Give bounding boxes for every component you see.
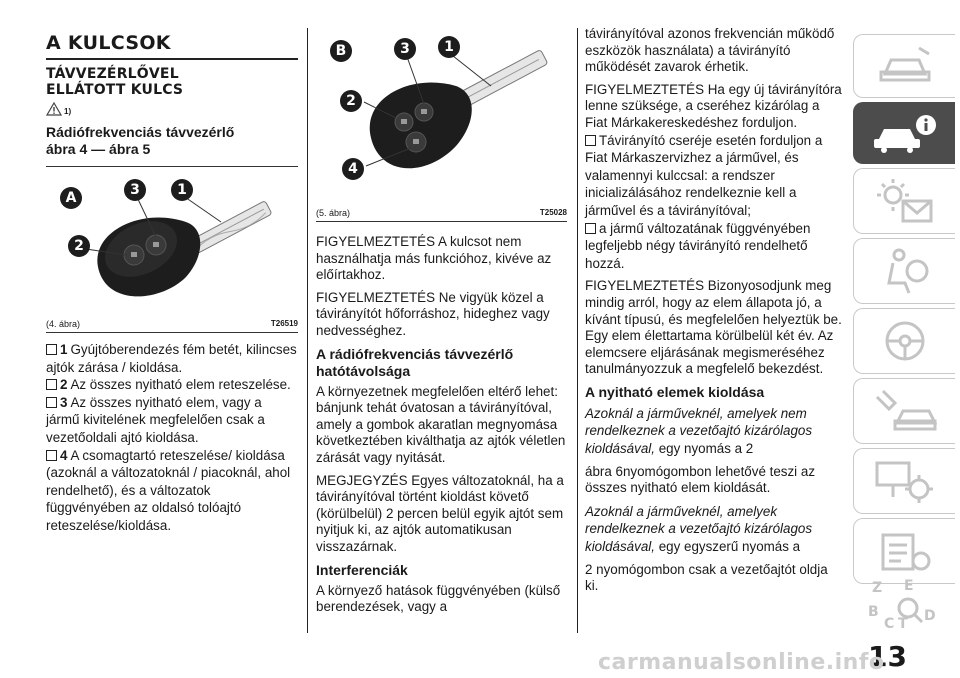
technical-data-icon: [875, 527, 935, 575]
warning-paragraph: FIGYELMEZTETÉS Ne vigyük közel a távirányítót hőforráshoz, hideghez vagy nedvességhez.: [316, 289, 550, 338]
svg-text:T: T: [897, 616, 908, 632]
svg-text:E: E: [903, 578, 914, 594]
warning-reference: [46, 102, 298, 116]
interference-paragraph: A környező hatások függvényében (külső berendezések, vagy a: [316, 582, 561, 615]
list-item: [46, 376, 298, 394]
tab-driving[interactable]: [853, 308, 955, 374]
label-b: B: [330, 40, 352, 62]
checkbox-icon: [585, 223, 596, 234]
label-1: 1: [438, 36, 460, 58]
column-left: [46, 28, 298, 535]
checkbox-icon: [585, 135, 596, 146]
svg-text:B: B: [867, 604, 879, 620]
section-title-line2: ábra 4 — ábra 5: [46, 141, 151, 157]
item-text: A csomagtartó reteszelése/ kioldása (azoknál a változatoknál / piacoknál, ahol rendelhető), és a változatok függvényében az oldalsó tolóajtó reteszelése/kioldása.: [46, 447, 291, 533]
figure-4-code: T26519: [270, 319, 298, 328]
unlock-paragraph-1: [585, 405, 842, 458]
figure-5-code: T25028: [539, 208, 567, 217]
label-2: 2: [68, 235, 90, 257]
subtitle-line1: TÁVVEZÉRLŐVEL: [46, 66, 179, 82]
subtitle-line2: ELLÁTOTT KULCS: [46, 82, 184, 98]
range-heading-line2: hatótávolsága: [316, 362, 411, 379]
warning-paragraph: FIGYELMEZTETÉS A kulcsot nem használhatja más funkcióhoz, kivéve az előírtakhoz.: [316, 234, 552, 283]
warning-lights-icon: [873, 177, 937, 225]
figure-5-caption-text: (5. ábra): [316, 208, 351, 218]
section-title-line1: Rádiófrekvenciás távvezérlő: [46, 124, 235, 140]
svg-text:C: C: [883, 616, 894, 632]
unlock-paragraph-2: ábra 6nyomógombon lehetővé teszi az összes nyitható elem kioldását.: [585, 463, 816, 496]
figure-5: [316, 28, 567, 206]
checkbox-icon: [46, 379, 57, 390]
item-text: Gyújtóberendezés fém betét, kilincses ajtók zárása / kioldása.: [46, 342, 297, 375]
page-number: 13: [868, 640, 907, 673]
interference-continued: távirányítóval azonos frekvencián működő eszközök használata) a távirányító működését zavarok érhetik.: [585, 26, 835, 75]
figure-4-caption-text: (4. ábra): [46, 319, 81, 329]
item-number: 4: [60, 447, 68, 463]
watermark: carmanualsonline.info: [598, 650, 885, 675]
figure-4: [46, 177, 298, 317]
range-heading-line1: A rádiófrekvenciás távvezérlő: [316, 345, 514, 362]
list-item: [585, 132, 842, 220]
car-service-icon: [873, 387, 937, 435]
steering-wheel-icon: [875, 317, 935, 365]
range-paragraph: A környezetnek megfelelően eltérő lehet: bánjunk tehát óvatosan a távirányítóval, amely a gombok akaratlan megnyomása következtében kiválthatja az ajtók véletlen zárását vagy nyitását.: [316, 383, 566, 465]
figure-4-caption: [46, 319, 298, 333]
warning-triangle-icon: [46, 102, 62, 116]
item-text: a jármű változatának függvényében legfeljebb négy távirányító rendelhető hozzá.: [585, 220, 811, 271]
italic-condition: Azoknál a járműveknél, amelyek rendelkeznek a vezetőajtó kizárólagos kioldásával,: [585, 503, 813, 555]
page-title: A KULCSOK: [46, 32, 171, 54]
item-text: Az összes nyitható elem, vagy a jármű kivitelének megfelelően csak a vezetőoldali ajtó kioldása.: [46, 394, 265, 445]
label-4: 4: [342, 158, 364, 180]
tab-warning-lights[interactable]: [853, 168, 955, 234]
list-item: [46, 341, 298, 376]
svg-text:D: D: [923, 608, 936, 624]
battery-warning: FIGYELMEZTETÉS Bizonyosodjunk meg mindig arról, hogy az elem állapota jó, a kívánt típusú, és megfelelően helyeztük be. Egy elem élettartama körülbelül két év. Az elemcsere eljárásának megismeréséhez tanulmányozzuk a megfelelő bekezdést.: [585, 278, 842, 377]
item-text: Távirányító cseréje esetén forduljon a Fiat Márkaszervizhez a járművel, és valamennyi kulccsal: a rendszer inicializálásához rendelkeznie kell a járművel és a távirányítóval;: [585, 132, 823, 218]
tab-safety[interactable]: [853, 238, 955, 304]
column-divider: [577, 28, 578, 633]
section-title: [46, 124, 298, 158]
item-number: 1: [60, 342, 68, 357]
checkbox-icon: [46, 344, 57, 355]
unlock-paragraph-3: [585, 503, 842, 556]
item-number: 3: [60, 394, 68, 410]
car-info-icon: [870, 111, 940, 155]
warning-ref-number: 1): [64, 107, 72, 116]
list-item: [46, 394, 298, 447]
tab-index[interactable]: [853, 572, 954, 636]
airbag-seat-icon: [875, 247, 935, 295]
item-number: 2: [60, 377, 68, 393]
unlock-text: egy nyomás a 2: [654, 441, 754, 457]
unlock-heading: A nyitható elemek kioldása: [585, 383, 765, 400]
column-divider: [307, 28, 308, 633]
label-3: 3: [124, 179, 146, 201]
label-a: A: [60, 187, 82, 209]
label-1: 1: [171, 179, 193, 201]
item-text: Az összes nyitható elem reteszelése.: [70, 377, 291, 393]
interference-heading: Interferenciák: [316, 561, 408, 578]
list-item: [46, 447, 298, 535]
list-item: [585, 220, 842, 273]
tab-emergency[interactable]: [853, 378, 955, 444]
checkbox-icon: [46, 397, 57, 408]
index-alphabet-icon: [864, 576, 944, 632]
settings-tools-icon: [873, 457, 937, 505]
tab-maintenance[interactable]: [853, 448, 955, 514]
tab-dashboard[interactable]: [853, 34, 955, 98]
figure-5-caption: [316, 208, 567, 222]
column-middle: [316, 28, 567, 622]
checkbox-icon: [46, 450, 57, 461]
unlock-text: egy egyszerű nyomás a: [654, 539, 801, 555]
note-paragraph: MEGJEGYZÉS Egyes változatoknál, ha a távirányítóval történt kioldást követő (körülbelül) 2 percen belül egyik ajtót sem nyitjuk ki, az ajtók automatikusan visszazárnak.: [316, 472, 564, 554]
tab-car-info[interactable]: [853, 102, 955, 164]
title-rule: [46, 58, 298, 60]
figure-top-rule: [46, 166, 298, 167]
unlock-paragraph-4: 2 nyomógombon csak a vezetőajtót oldja ki.: [585, 561, 828, 594]
label-2: 2: [340, 90, 362, 112]
column-right: [585, 26, 842, 601]
replacement-warning: FIGYELMEZTETÉS Ha egy új távirányítóra lenne szüksége, a cseréhez kizárólag a Fiat Márkakereskedéshez forduljon.: [585, 81, 842, 130]
italic-condition: Azoknál a járműveknél, amelyek nem rendelkeznek a vezetőajtó kizárólagos kioldásával,: [585, 405, 813, 457]
car-dashboard-icon: [875, 44, 935, 88]
svg-text:Z: Z: [871, 580, 882, 596]
label-3: 3: [394, 38, 416, 60]
range-heading: [316, 346, 567, 380]
